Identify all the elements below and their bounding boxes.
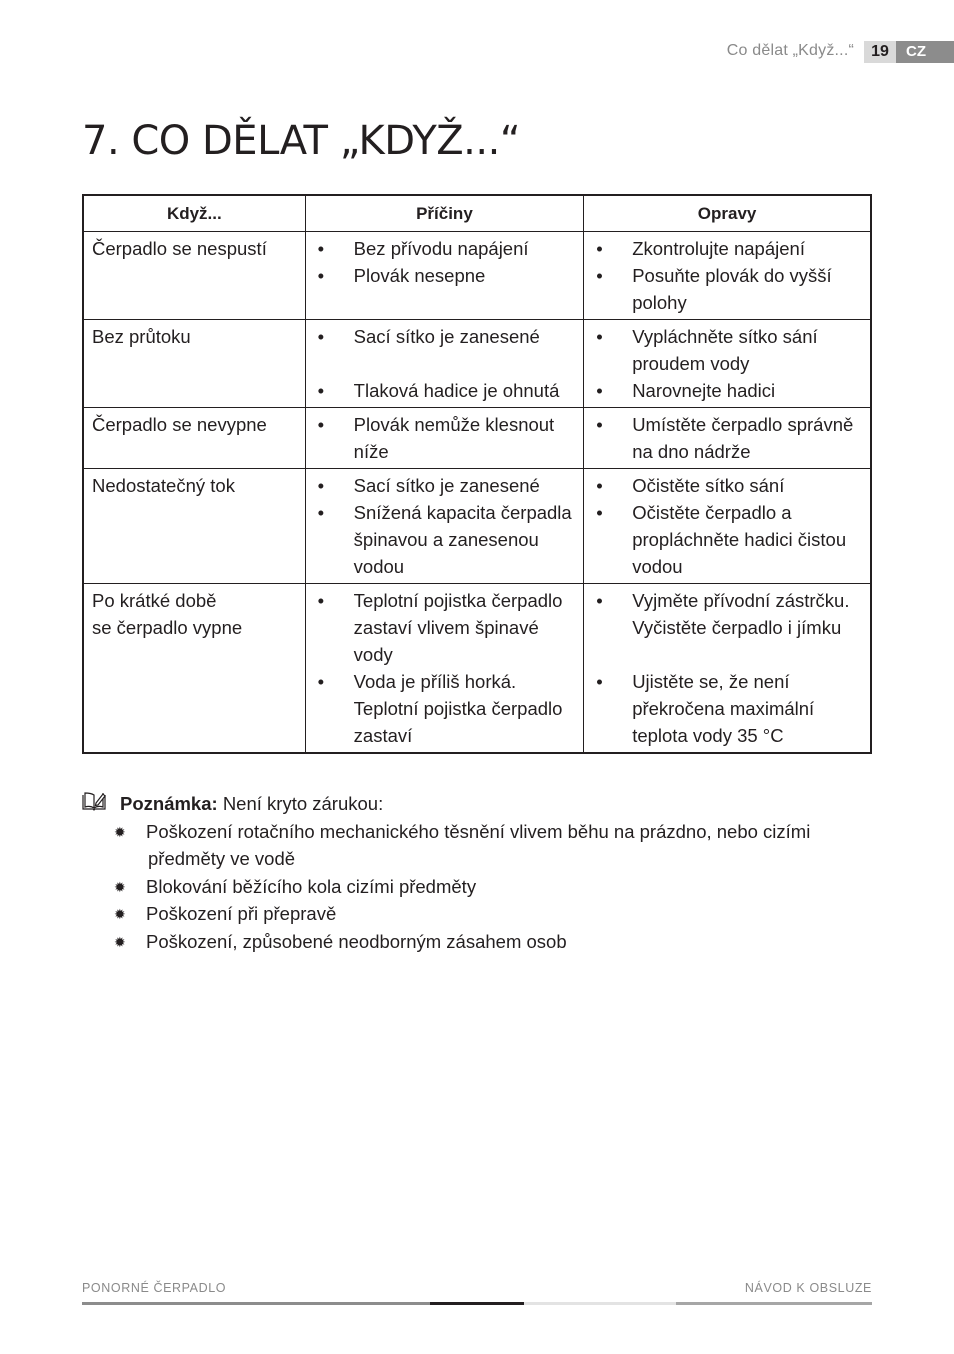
causes-cell (305, 320, 584, 408)
cause-item: • Sací sítko je zanesené (314, 472, 576, 499)
footer-divider-segment (82, 1302, 430, 1305)
page-title: 7. CO DĚLAT „KDYŽ...“ (82, 118, 521, 164)
fix-item: • Posuňte plovák do vyšší polohy (592, 262, 862, 316)
cause-item: • Voda je příliš horká. Teplotní pojistka čerpadlo zastaví (314, 668, 576, 749)
condition-cell: Čerpadlo se nespustí (83, 232, 305, 320)
table-row (83, 232, 871, 320)
causes-cell (305, 469, 584, 584)
fixes-cell (584, 320, 871, 408)
table-header-row (83, 195, 871, 232)
table-row (83, 584, 871, 754)
list-item (82, 873, 872, 901)
cause-item: • Plovák nemůže klesnout níže (314, 411, 576, 465)
list-item-line: předměty ve vodě (148, 848, 296, 869)
table-row (83, 469, 871, 584)
cause-item: • Snížená kapacita čerpadla špinavou a zanesenou vodou (314, 499, 576, 580)
list-item (82, 818, 872, 873)
cause-item: • Bez přívodu napájení (314, 235, 576, 262)
list-item-line: Poškození rotačního mechanického těsnění vlivem běhu na prázdno, nebo cizími (146, 820, 811, 842)
fix-item (592, 587, 862, 641)
running-header-title: Co dělat „Když...“ (726, 42, 854, 59)
cause-item: • Plovák nesepne (314, 262, 576, 289)
column-header-condition: Když... (83, 195, 305, 232)
note-label: Poznámka: (120, 793, 218, 814)
gear-bullet-icon: ✹ (114, 878, 126, 895)
table-row (83, 408, 871, 469)
fix-item: • Vypláchněte sítko sání proudem vody (592, 323, 862, 377)
fix-line: • Vyjměte přívodní zástrčku. (632, 590, 850, 611)
fixes-cell (584, 232, 871, 320)
cause-item: • Teplotní pojistka čerpadlo zastaví vlivem špinavé vody (314, 587, 576, 668)
page-number: 19 (864, 41, 896, 63)
note-heading (82, 790, 872, 818)
open-book-note-icon (82, 791, 106, 811)
gear-bullet-icon: ✹ (114, 823, 126, 840)
note-section (82, 790, 872, 955)
condition-cell: Nedostatečný tok (83, 469, 305, 584)
fix-item: • Zkontrolujte napájení (592, 235, 862, 262)
fixes-cell (584, 408, 871, 469)
footer-document-name: NÁVOD K OBSLUZE (744, 1281, 872, 1295)
list-item-line: Blokování běžícího kola cizími předměty (146, 875, 477, 897)
condition-line: se čerpadlo vypne (92, 617, 243, 638)
list-item-line: Poškození, způsobené neodborným zásahem osob (146, 930, 567, 952)
column-header-fixes: Opravy (584, 195, 871, 232)
fixes-cell (584, 469, 871, 584)
fix-item: • Očistěte sítko sání (592, 472, 862, 499)
gear-bullet-icon: ✹ (114, 906, 126, 922)
fix-item: • Ujistěte se, že není překročena maximální teplota vody 35 °C (592, 668, 862, 749)
gear-bullet-icon: ✹ (114, 933, 126, 950)
fixes-cell (584, 584, 871, 754)
fix-item: • Očistěte čerpadlo a propláchněte hadici čistou vodou (592, 499, 862, 580)
note-intro: Není kryto zárukou: (222, 793, 384, 814)
condition-cell: Bez průtoku (83, 320, 305, 408)
footer-divider-segment (430, 1302, 524, 1305)
cause-item: • Sací sítko je zanesené (314, 323, 576, 350)
note-list (82, 818, 872, 956)
causes-cell (305, 232, 584, 320)
fix-item: • Umístěte čerpadlo správně na dno nádrže (592, 411, 862, 465)
causes-cell (305, 584, 584, 754)
list-item (82, 900, 872, 928)
troubleshooting-table (82, 194, 872, 754)
footer-divider-segment (524, 1302, 676, 1305)
list-item-line: Poškození při přepravě (146, 903, 337, 924)
fix-line: Vyčistěte čerpadlo i jímku (632, 617, 842, 638)
footer-divider-segment (676, 1302, 872, 1305)
condition-cell: Čerpadlo se nevypne (83, 408, 305, 469)
list-item (82, 928, 872, 956)
footer-product-name: PONORNÉ ČERPADLO (82, 1281, 227, 1295)
table-row (83, 320, 871, 408)
condition-cell (83, 584, 305, 754)
language-tab: CZ (896, 41, 954, 63)
cause-item: • Tlaková hadice je ohnutá (314, 377, 576, 404)
fix-item: • Narovnejte hadici (592, 377, 862, 404)
condition-line: Po krátké době (92, 590, 217, 611)
column-header-causes: Příčiny (305, 195, 584, 232)
causes-cell (305, 408, 584, 469)
